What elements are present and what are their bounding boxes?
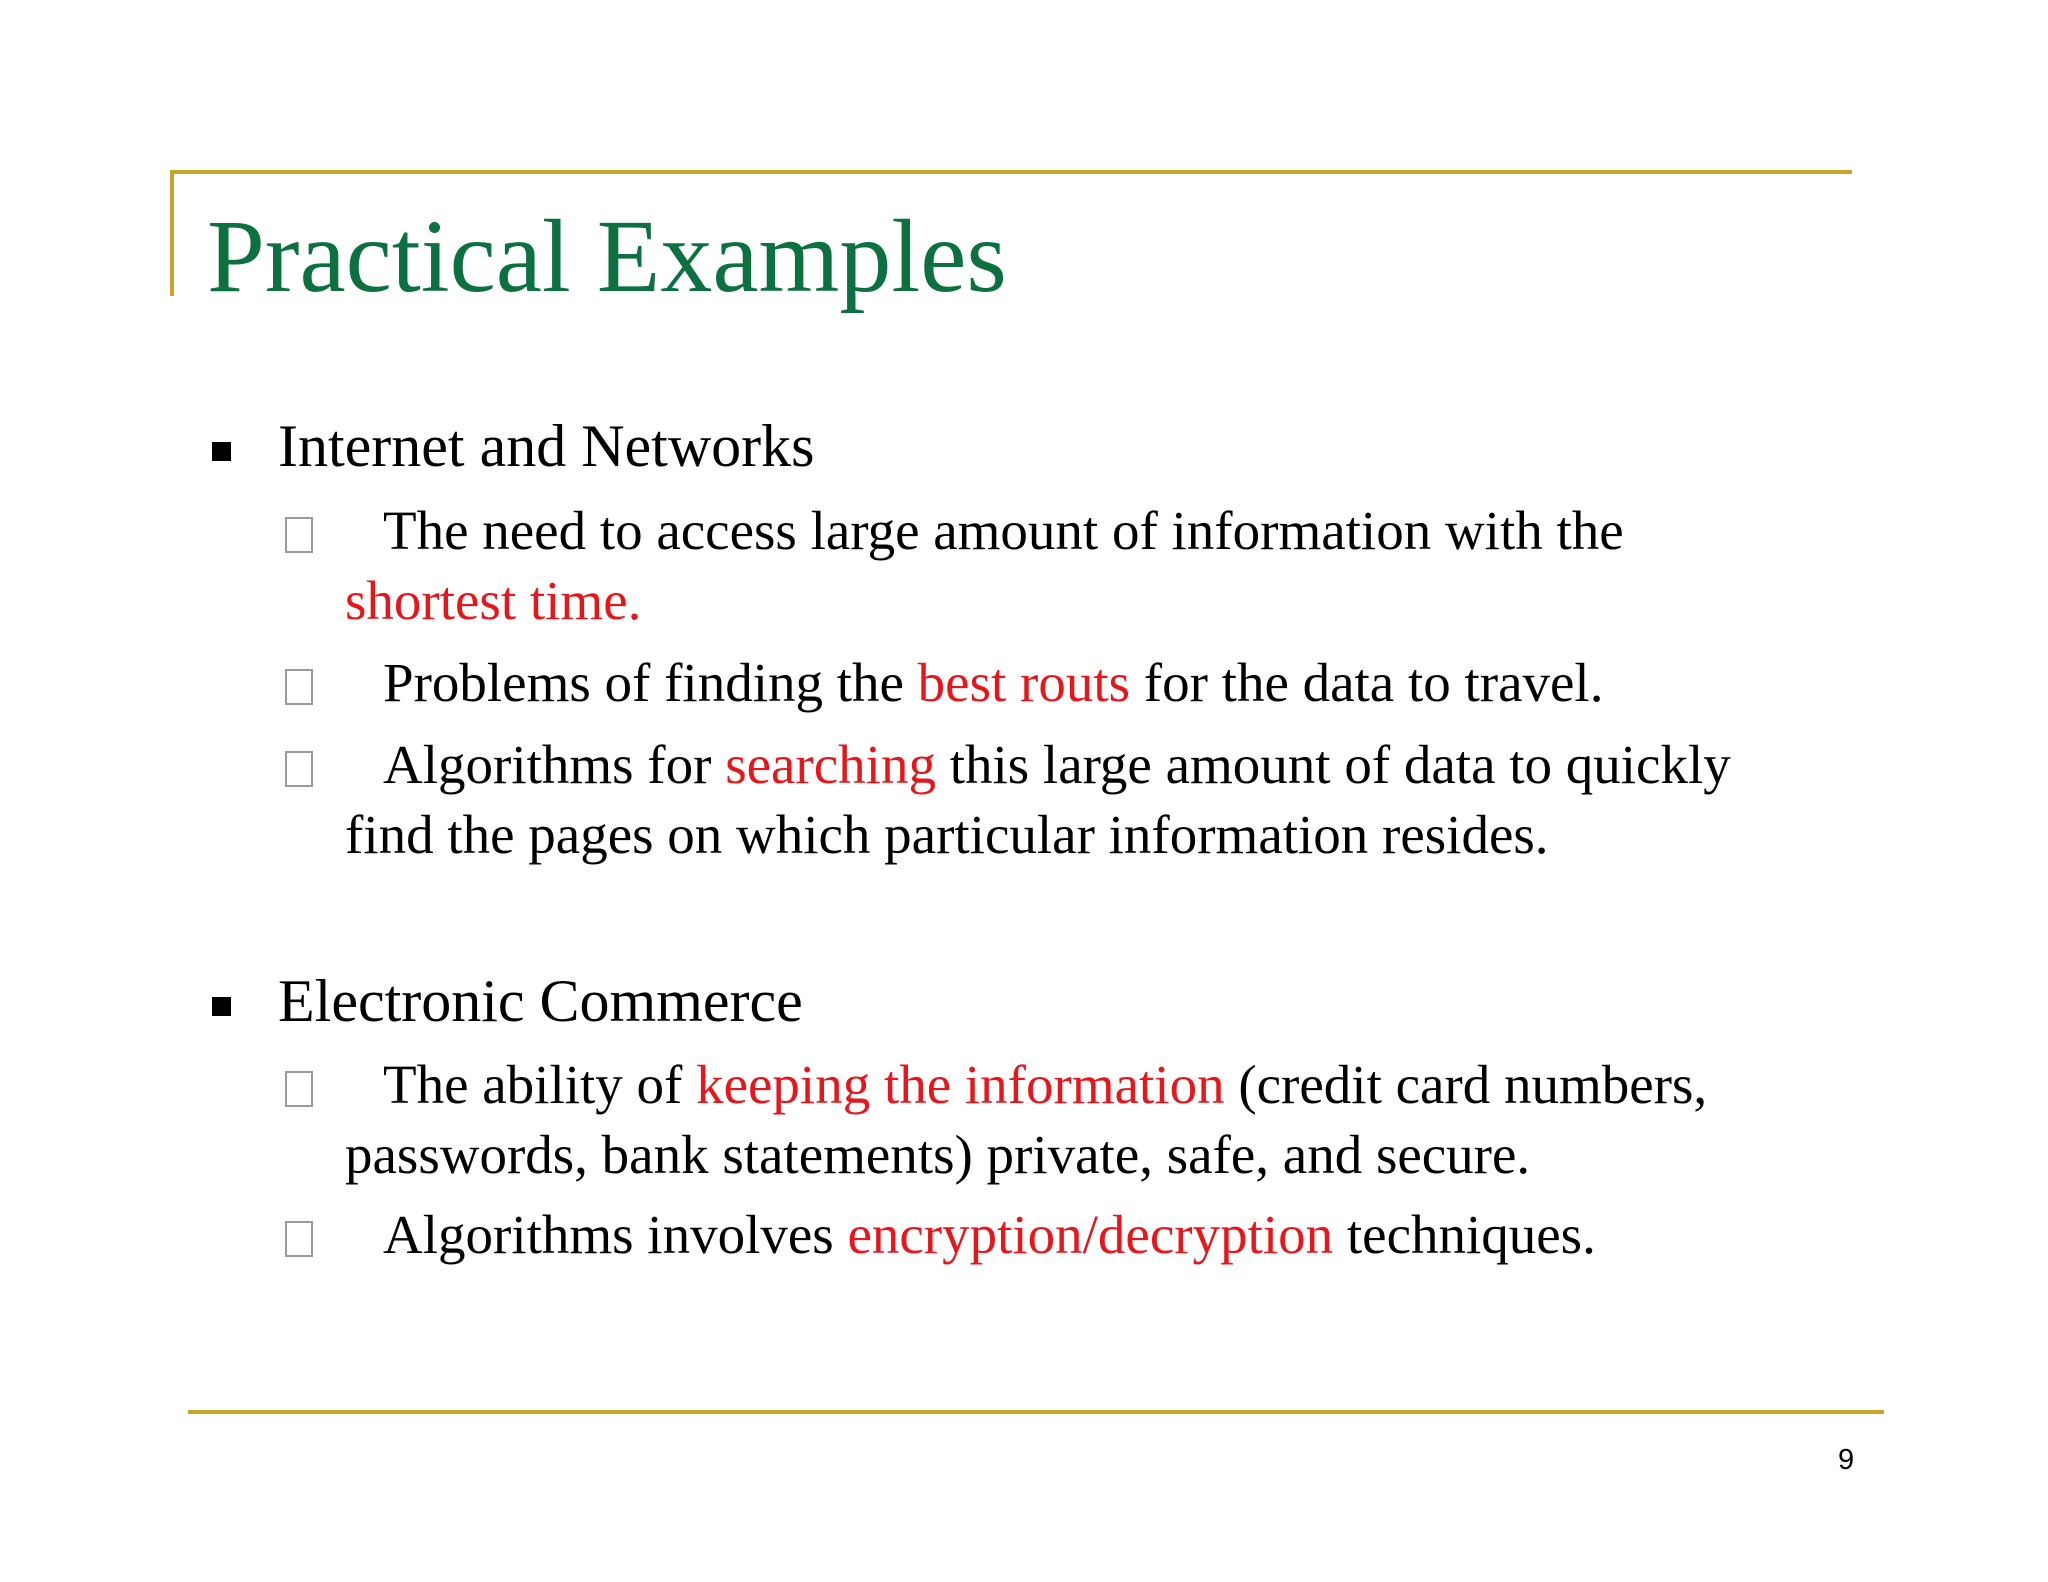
item-text: this large amount of data to quickly	[935, 734, 1731, 795]
item-text: Problems of finding the	[383, 652, 918, 713]
empty-square-bullet-icon	[285, 1071, 313, 1107]
title-rule-left	[170, 170, 174, 296]
list-item	[285, 496, 1805, 636]
section-heading: Internet and Networks	[278, 413, 815, 479]
highlighted-text: keeping the information	[696, 1054, 1225, 1115]
footer-rule	[188, 1410, 1884, 1414]
empty-square-bullet-icon	[285, 751, 313, 787]
black-square-bullet-icon	[212, 997, 231, 1016]
item-text: Algorithms for	[383, 734, 726, 795]
item-text: The need to access large amount of information with the	[383, 500, 1624, 561]
highlighted-text: encryption/decryption	[847, 1204, 1334, 1265]
item-text: (credit card numbers,	[1224, 1054, 1708, 1115]
list-item	[285, 1050, 1805, 1190]
list-item	[285, 1200, 1805, 1270]
slide-title: Practical Examples	[207, 199, 1007, 314]
empty-square-bullet-icon	[285, 517, 313, 553]
empty-square-bullet-icon	[285, 1221, 313, 1257]
highlighted-text: searching	[725, 734, 936, 795]
highlighted-text: shortest time.	[345, 570, 642, 631]
item-text: for the data to travel.	[1130, 652, 1604, 713]
section-heading: Electronic Commerce	[278, 968, 803, 1034]
list-item	[285, 648, 1805, 718]
title-rule-top	[170, 170, 1852, 174]
page-number: 9	[1838, 1444, 1855, 1476]
item-text: Algorithms involves	[383, 1204, 848, 1265]
black-square-bullet-icon	[212, 442, 231, 461]
item-text: passwords, bank statements) private, safe, and secure.	[345, 1124, 1531, 1185]
highlighted-text: best routs	[917, 652, 1131, 713]
item-text: The ability of	[383, 1054, 697, 1115]
list-item	[285, 730, 1805, 870]
item-text: find the pages on which particular information resides.	[345, 804, 1549, 865]
item-text: techniques.	[1333, 1204, 1596, 1265]
empty-square-bullet-icon	[285, 669, 313, 705]
